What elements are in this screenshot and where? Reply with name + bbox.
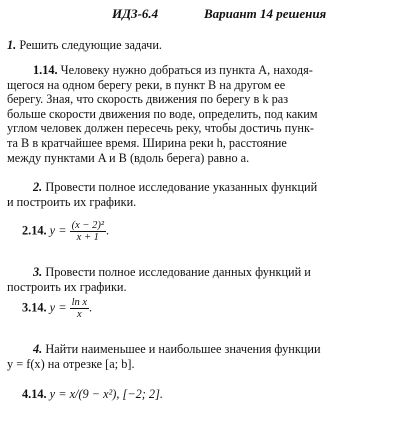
task-4-14-expression: y = x/(9 − x²), [−2; 2]. <box>49 387 163 401</box>
task-2-14-fraction <box>70 220 106 243</box>
task-3-14-fraction <box>70 297 89 320</box>
task-3-14: 3.14. y = $\frac{\text{ln x}}{x}$ . <box>22 297 93 320</box>
task-3-14-number: 3.14. <box>22 300 47 315</box>
task-1-14-line-5: углом человек должен пересечь реку, чтобы достичь пунк- <box>7 121 315 136</box>
task-4-14 <box>22 387 322 402</box>
document-title: ИДЗ-6.4 <box>112 6 159 21</box>
section-3-heading <box>7 265 389 294</box>
task-1-14-line-7: между пунктами A и B (вдоль берега) равно a. <box>7 150 250 165</box>
section-1-heading-text: Решить следующие задачи. <box>19 38 162 52</box>
section-4-number: 4. <box>33 342 43 356</box>
task-1-14-line-6: та B в кратчайшее время. Ширина реки h, расстояние <box>7 135 287 150</box>
task-3-14-lhs: y = <box>49 300 67 315</box>
section-1-heading <box>7 38 387 53</box>
task-1-14-line-1: 1.14. Человеку нужно добраться из пункта A, находя- <box>33 63 313 77</box>
task-2-14-number: 2.14. <box>22 223 47 238</box>
section-3-number: 3. <box>33 265 43 279</box>
task-1-14-line-2: щегося на одном берегу реки, в пункт B на другом ее <box>7 77 286 92</box>
section-1-number: 1. <box>7 38 17 52</box>
variant-label: Вариант 14 решения <box>204 6 327 21</box>
section-2-heading-line-2: и построить их графики. <box>7 194 137 209</box>
section-4-heading-line-2: y = f(x) на отрезке [a; b]. <box>7 356 135 371</box>
task-2-14-denominator: x + 1 <box>76 232 99 243</box>
task-1-14-number: 1.14. <box>33 63 58 77</box>
task-1-14 <box>7 63 389 165</box>
task-1-14-line-3: берегу. Зная, что скорость движения по берегу в k раз <box>7 92 289 107</box>
task-4-14-number: 4.14. <box>22 387 47 401</box>
task-2-14-lhs: y = <box>49 223 67 238</box>
section-2-number: 2. <box>33 180 43 194</box>
task-1-14-line-4: больше скорости движения по воде, определить, под каким <box>7 106 318 121</box>
task-2-14-numerator: (x − 2)² <box>71 220 104 231</box>
section-3-heading-line-1: 3. Провести полное исследование данных функций и <box>33 265 311 279</box>
section-2-heading-line-1: 2. Провести полное исследование указанных функций <box>33 180 318 194</box>
section-4-heading-line-1: 4. Найти наименьшее и наибольшее значения функции <box>33 342 321 356</box>
task-3-14-denominator: x <box>76 309 82 320</box>
task-3-14-numerator: ln x <box>71 297 88 308</box>
section-2-heading <box>7 180 389 209</box>
task-2-14: 2.14. y = $\frac{\text{(x − 2)²}}{x + 1}$ . <box>22 220 110 243</box>
section-3-heading-line-2: построить их графики. <box>7 279 127 294</box>
section-4-heading <box>7 342 389 371</box>
